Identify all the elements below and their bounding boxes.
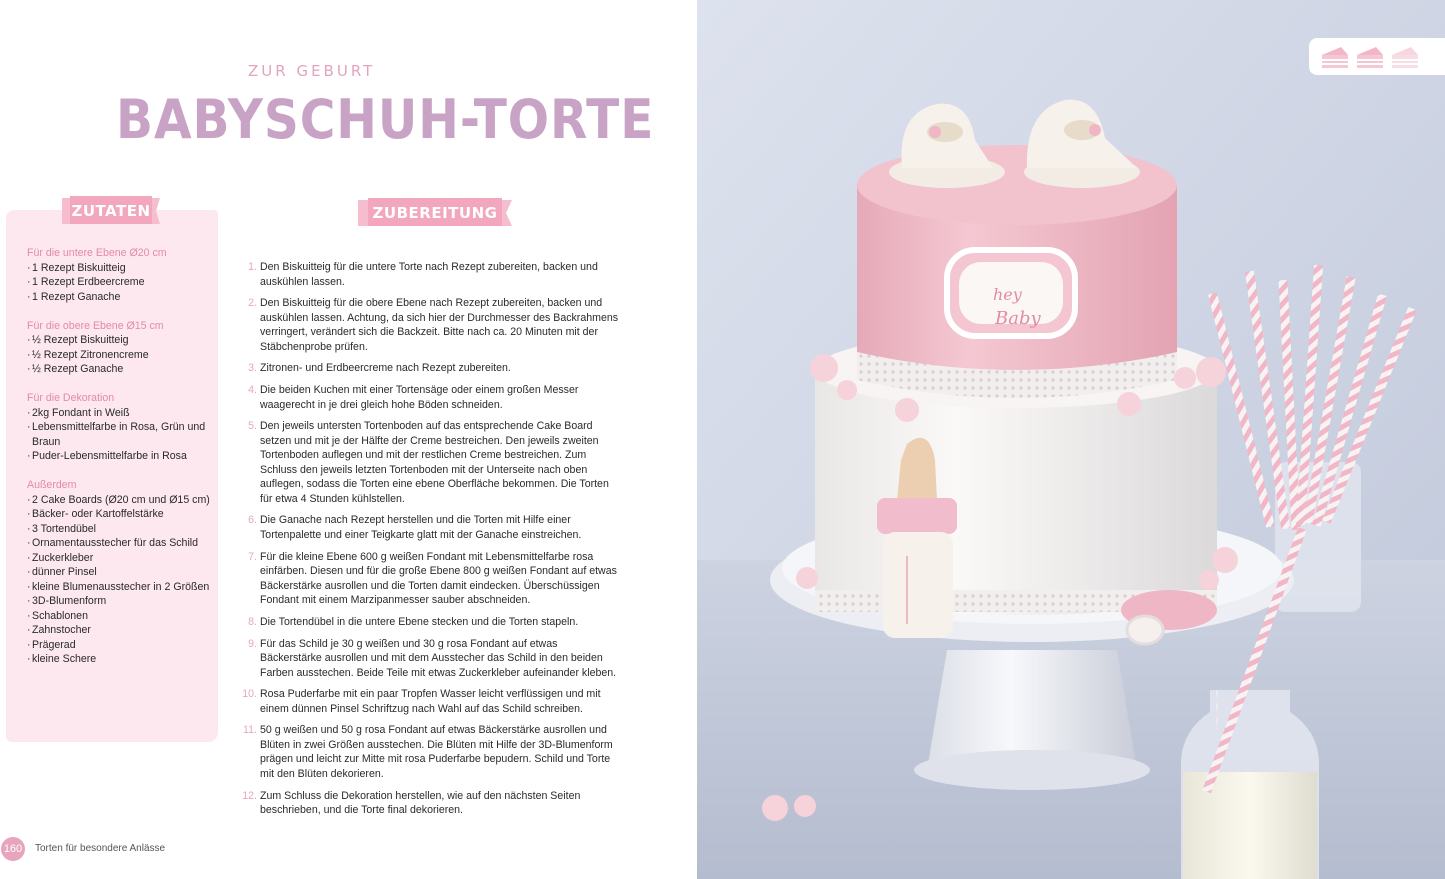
ingredient-item: · dünner Pinsel (27, 565, 212, 580)
step-item (240, 550, 622, 608)
ingredient-item: · Ornamentausstecher für das Schild (27, 536, 212, 551)
step-item (240, 513, 622, 542)
ingredient-item: · 3D-Blumenform (27, 594, 212, 609)
step-item (240, 789, 622, 818)
step-text: Den Biskuitteig für die obere Ebene nach Rezept zubereiten, backen und auskühlen lassen. Achtung, da sich hier der Durchmesser des Backrahmens verringert, verändert sich die Backzeit. Bitte nach ca. 20 Minuten mit der Stäbchenprobe prüfen. (260, 297, 619, 353)
ingredients-ribbon (62, 196, 160, 226)
ingredient-item: · Prägerad (27, 638, 212, 653)
step-item (240, 637, 622, 681)
recipe-kicker: ZUR GEBURT (248, 62, 376, 80)
ingredient-group-heading: Für die obere Ebene Ø15 cm (27, 319, 164, 332)
preparation-steps (240, 260, 622, 825)
ingredient-group-heading: Für die untere Ebene Ø20 cm (27, 247, 167, 259)
plaque-text-hey: hey (993, 285, 1022, 304)
cake-slice-icon (1356, 45, 1384, 69)
cake-photo (697, 0, 1445, 879)
step-text: Für das Schild je 30 g weißen und 30 g rosa Fondant auf etwas Bäckerstärke ausrollen und mit dem Ausstecher das Schild in den beiden Farben ausstechen. Beide Teile mit etwas Zuckerkleber aufeinander kleben. (260, 637, 617, 679)
step-number: 6. (248, 514, 257, 527)
ingredients-label: ZUTATEN (71, 202, 151, 220)
step-item (240, 723, 622, 781)
ingredients-list (27, 246, 212, 681)
step-text: Die Ganache nach Rezept herstellen und die Torten mit Hilfe einer Tortenpalette und einer Teigkarte glatt mit der Ganache einstreichen. (260, 514, 582, 541)
step-item (240, 361, 622, 376)
ingredient-item: · Bäcker- oder Kartoffelstärke (27, 507, 212, 522)
ingredient-item: · 1 Rezept Ganache (27, 290, 212, 305)
ingredient-item: · ½ Rezept Zitronencreme (27, 348, 212, 363)
step-item (240, 687, 622, 716)
ingredient-item: · Lebensmittelfarbe in Rosa, Grün und Braun (27, 420, 212, 449)
step-number: 11. (243, 724, 257, 737)
ingredient-group-heading: Außerdem (27, 479, 77, 491)
step-number: 2. (248, 297, 257, 310)
step-number: 8. (248, 615, 257, 628)
step-item (240, 615, 622, 630)
ingredient-item: · 1 Rezept Biskuitteig (27, 261, 212, 276)
step-text: Den jeweils untersten Tortenboden auf das entsprechende Cake Board setzen und mit je der Hälfte der Creme bestreichen. Den jeweils zweiten Tortenboden auflegen und mit der restlichen Creme bestreichen. Zum Schluss den jeweils letzten Tortenboden mit der Unterseite nach oben auflegen, sodass die Torten eine ebene Oberfläche bekommen. Die Torten für etwa 4 Stunden kühlstellen. (260, 420, 609, 505)
ingredient-item: · 1 Rezept Erdbeercreme (27, 275, 212, 290)
ingredient-item: · ½ Rezept Biskuitteig (27, 333, 212, 348)
step-item (240, 419, 622, 506)
step-item (240, 383, 622, 412)
plaque (947, 250, 1075, 336)
ingredient-group-heading: Für die Dekoration (27, 392, 115, 404)
ingredient-item: · 2 Cake Boards (Ø20 cm und Ø15 cm) (27, 493, 212, 508)
step-number: 10. (242, 688, 257, 701)
ingredient-group (27, 391, 212, 464)
ingredient-group (27, 246, 212, 304)
ingredient-item: · kleine Blumenausstecher in 2 Größen (27, 580, 212, 595)
ingredient-item: · kleine Schere (27, 652, 212, 667)
step-item (240, 296, 622, 354)
ingredient-item: · Schablonen (27, 609, 212, 624)
step-text: Für die kleine Ebene 600 g weißen Fondant mit Lebensmittelfarbe rosa einfärben. Diesen und für die große Ebene 800 g weißen Fondant auf etwas Bäckerstärke ausrollen und die Torten damit eindecken. Überschüssigen Fondant mit einem Marzipanmesser sauber abschneiden. (260, 550, 617, 607)
preparation-ribbon (358, 198, 512, 228)
step-text: Rosa Puderfarbe mit ein paar Tropfen Wasser leicht verflüssigen und mit einem dünnen Pinsel Schriftzug nach Wahl auf das Schild schreiben. (260, 688, 601, 715)
left-page (0, 0, 697, 879)
step-number: 5. (248, 420, 257, 433)
ingredient-item: · 3 Tortendübel (27, 522, 212, 537)
ingredient-item: · ½ Rezept Ganache (27, 362, 212, 377)
ingredient-item: · 2kg Fondant in Weiß (27, 406, 212, 421)
page-number-badge: 160 (1, 837, 25, 861)
plaque-text-baby: Baby (995, 308, 1041, 329)
step-number: 7. (248, 550, 257, 563)
cake-slice-icon (1391, 45, 1419, 69)
ingredient-item: · Puder-Lebensmittelfarbe in Rosa (27, 449, 212, 464)
ingredient-group (27, 319, 212, 377)
ingredient-item: · Zahnstocher (27, 623, 212, 638)
step-number: 9. (248, 637, 257, 650)
ingredient-group (27, 478, 212, 667)
step-text: Zitronen- und Erdbeercreme nach Rezept zubereiten. (260, 362, 511, 375)
step-number: 1. (248, 261, 257, 273)
step-text: Zum Schluss die Dekoration herstellen, wie auf den nächsten Seiten beschrieben, und die Torte final dekorieren. (260, 789, 581, 817)
difficulty-indicator (1309, 38, 1445, 75)
step-text: Die beiden Kuchen mit einer Tortensäge oder einem großen Messer waagerecht in je drei gleich hohe Böden schneiden. (260, 384, 579, 411)
recipe-title: BABYSCHUH-TORTE (116, 88, 655, 151)
step-number: 3. (248, 362, 257, 375)
step-text: 50 g weißen und 50 g rosa Fondant auf etwas Bäckerstärke ausrollen und Blüten in zwei Größen ausstechen. Die Blüten mit Hilfe der 3D-Blumenform prägen und leicht zur Mitte mit rosa Puderfarbe bepudern. Schild und Torte mit den Blüten dekorieren. (260, 724, 613, 780)
step-text: Den Biskuitteig für die untere Torte nach Rezept zubereiten, backen und auskühlen lassen. (260, 261, 598, 288)
step-item (240, 260, 622, 289)
ingredient-item: · Zuckerkleber (27, 551, 212, 566)
footer-section-title: Torten für besondere Anlässe (35, 843, 166, 854)
preparation-label: ZUBEREITUNG (372, 204, 498, 222)
step-number: 4. (248, 384, 257, 397)
cake-slice-icon (1321, 45, 1349, 69)
step-text: Die Tortendübel in die untere Ebene stecken und die Torten stapeln. (260, 615, 579, 628)
step-number: 12. (242, 789, 257, 802)
